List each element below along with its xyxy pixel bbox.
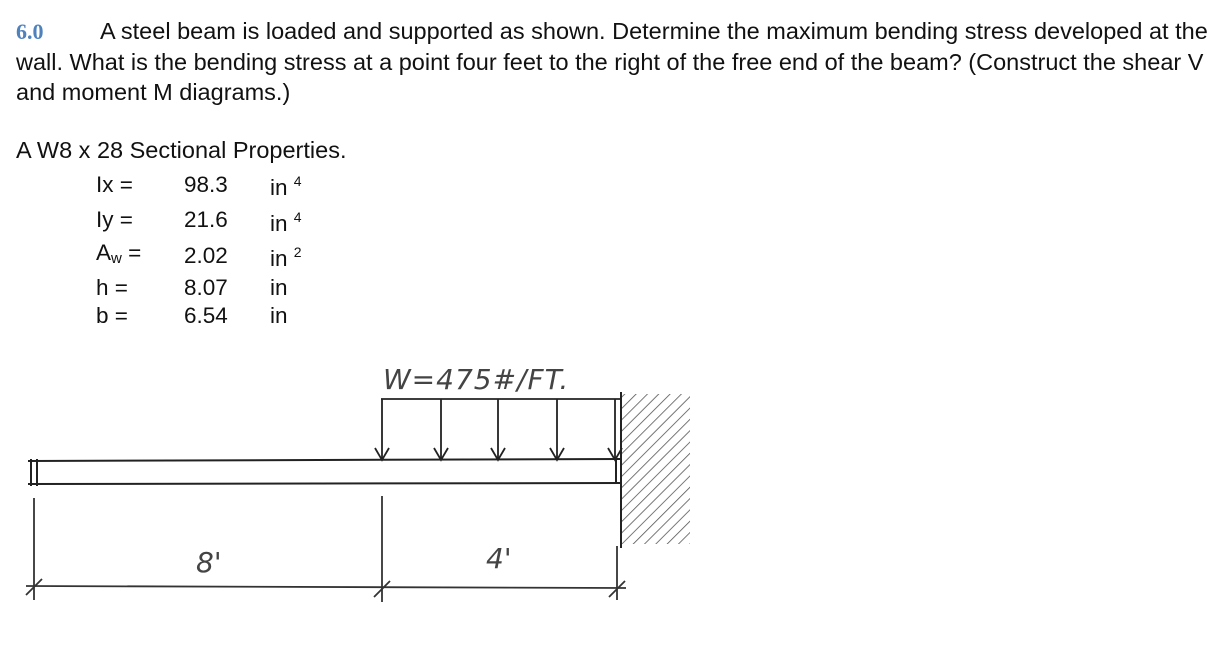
properties-title: A W8 x 28 Sectional Properties. bbox=[16, 137, 347, 163]
property-name: h = bbox=[96, 274, 128, 300]
distributed-load bbox=[375, 399, 622, 460]
property-name: Ix = bbox=[96, 171, 133, 197]
dimension-lines bbox=[26, 496, 626, 602]
property-value: 8.07 bbox=[184, 274, 228, 300]
property-unit: in bbox=[270, 274, 288, 300]
problem-text: A steel beam is loaded and supported as shown. Determine the maximum bending stress developed at the wall. What is the bending stress at a point four feet to the right of the free end of the beam? (Construct the shear V and moment M diagrams.) bbox=[16, 18, 1208, 105]
problem-number: 6.0 bbox=[16, 19, 44, 44]
property-value: 21.6 bbox=[184, 207, 228, 232]
wall-hatch bbox=[622, 394, 690, 544]
dimension-right-label: 4' bbox=[486, 542, 512, 575]
property-name: $A_w$ = bbox=[96, 239, 142, 267]
property-value: 6.54 bbox=[184, 303, 228, 328]
property-value: 98.3 bbox=[184, 171, 228, 197]
dimension-left-label: 8' bbox=[196, 546, 222, 579]
beam bbox=[28, 458, 622, 486]
property-name: b = bbox=[96, 303, 128, 328]
load-label: W=475#/FT. bbox=[383, 363, 570, 396]
property-unit: in bbox=[270, 303, 288, 328]
property-name: Iy = bbox=[96, 207, 133, 232]
property-unit: in $^2$ bbox=[270, 244, 302, 271]
property-unit: in $^4$ bbox=[270, 173, 302, 200]
property-value: 2.02 bbox=[184, 242, 228, 268]
property-unit: in $^4$ bbox=[270, 208, 302, 236]
